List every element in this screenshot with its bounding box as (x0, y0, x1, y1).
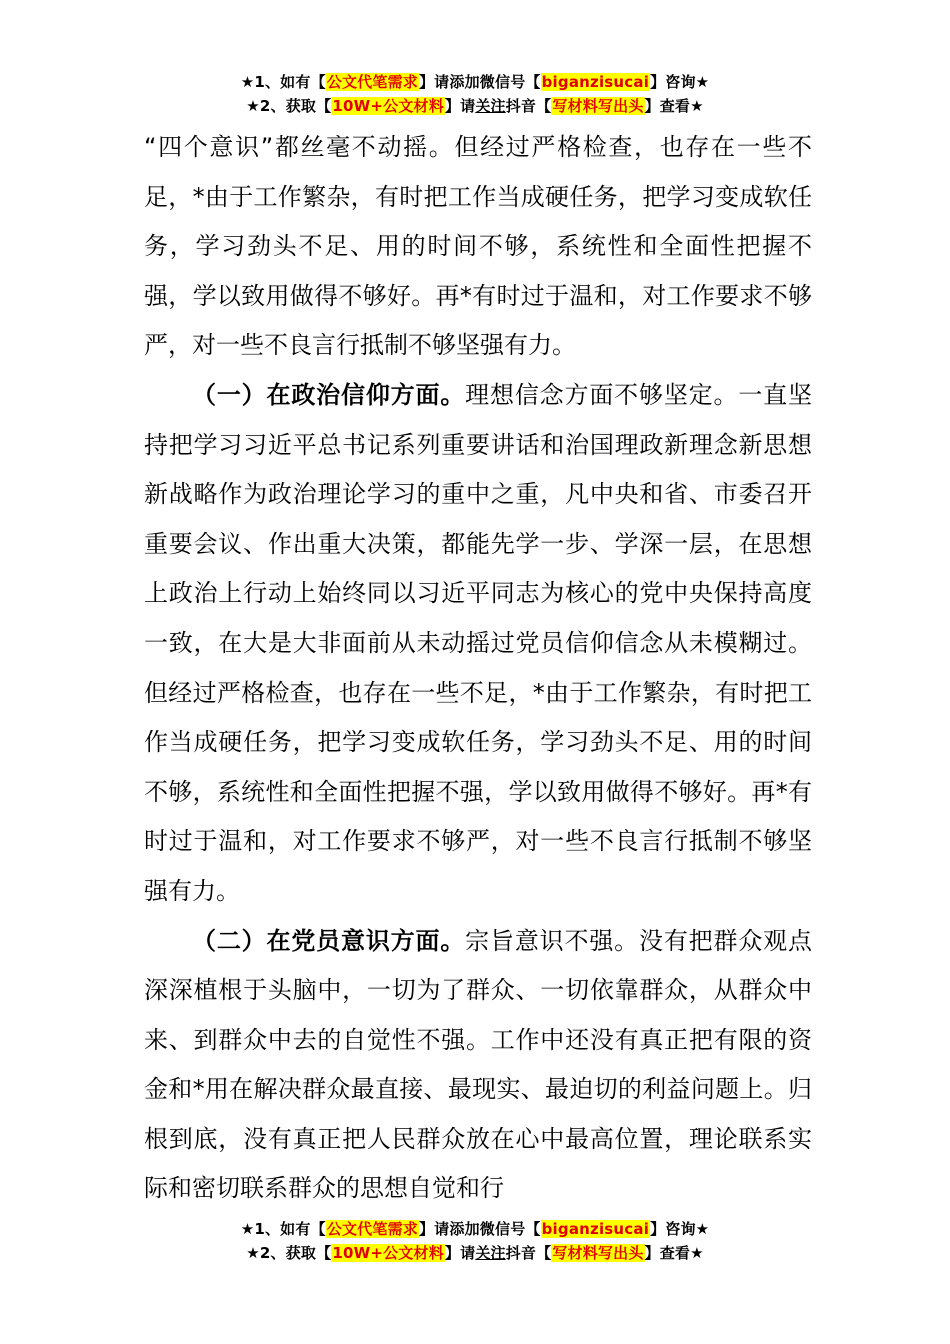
section-heading: （一）在政治信仰方面。 (192, 380, 466, 409)
banner-highlight: biganzisucai (541, 1220, 650, 1238)
banner-line-2: ★2、获取【10W+公文材料】请关注抖音【写材料写出头】查看★ (246, 1244, 704, 1262)
header-banner (0, 70, 950, 118)
banner-highlight: biganzisucai (541, 73, 650, 91)
banner-highlight: 公文代笔需求 (326, 1220, 418, 1238)
banner-highlight: 10W+公文材料 (332, 97, 444, 115)
section-heading: （二）在党员意识方面。 (192, 926, 466, 955)
paragraph-party-awareness: （二）在党员意识方面。宗旨意识不强。没有把群众观点深深植根于头脑中，一切为了群众、一切依靠群众，从群众中来、到群众中去的自觉性不强。工作中还没有真正把有限的资金和*用在解决群众最直接、最现实、最迫切的利益问题上。归根到底，没有真正把人民群众放在心中最高位置，理论联系实际和密切联系群众的思想自觉和行 (144, 926, 813, 1203)
paragraph-continuation: “四个意识”都丝毫不动摇。但经过严格检查，也存在一些不足，*由于工作繁杂，有时把工作当成硬任务，把学习变成软任务，学习劲头不足、用的时间不够，系统性和全面性把握不强，学以致用做得不够好。再*有时过于温和，对工作要求不够严，对一些不良言行抵制不够坚强有力。 (144, 133, 812, 360)
banner-line-1: ★1、如有【公文代笔需求】请添加微信号【biganzisucai】咨询★ (240, 1220, 710, 1238)
banner-highlight: 10W+公文材料 (332, 1244, 444, 1262)
banner-highlight: 写材料写出头 (552, 1244, 644, 1262)
banner-line-2: ★2、获取【10W+公文材料】请关注抖音【写材料写出头】查看★ (246, 97, 704, 115)
banner-highlight: 写材料写出头 (552, 97, 644, 115)
paragraph-political-belief: （一）在政治信仰方面。理想信念方面不够坚定。一直坚持把学习习近平总书记系列重要讲话和治国理政新理念新思想新战略作为政治理论学习的重中之重，凡中央和省、市委召开重要会议、作出重大决策，都能先学一步、学深一层，在思想上政治上行动上始终同以习近平同志为核心的党中央保持高度一致，在大是大非面前从未动摇过党员信仰信念从未模糊过。但经过严格检查，也存在一些不足，*由于工作繁杂，有时把工作当成硬任务，把学习变成软任务，学习劲头不足、用的时间不够，系统性和全面性把握不强，学以致用做得不够好。再*有时过于温和，对工作要求不够严，对一些不良言行抵制不够坚强有力。 (144, 380, 813, 905)
footer-banner (0, 1217, 950, 1265)
banner-highlight: 公文代笔需求 (326, 73, 418, 91)
banner-line-1: ★1、如有【公文代笔需求】请添加微信号【biganzisucai】咨询★ (240, 73, 710, 91)
document-body (144, 123, 812, 1214)
